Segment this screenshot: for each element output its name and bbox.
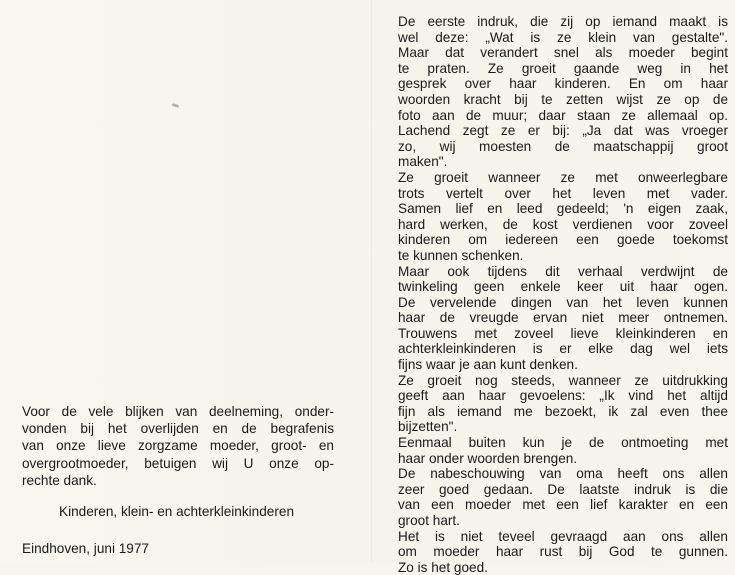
- condolence-thanks-text: [22, 403, 334, 489]
- tribute-line: Eenmaal buiten kun je de ontmoeting met: [398, 435, 728, 451]
- tribute-line: te praten. Ze groeit gaande weg in het: [398, 60, 728, 76]
- tribute-line: achterkleinkinderen is er elke dag wel iets: [398, 341, 728, 357]
- tribute-line: De vervelende dingen van het leven kunnen: [398, 294, 728, 310]
- tribute-line: Ze groeit nog steeds, wanneer ze uitdrukking: [398, 372, 728, 388]
- tribute-line: trots vertelt over het leven met vader.: [398, 185, 728, 201]
- tribute-line: maken".: [398, 154, 448, 170]
- tribute-line: haar de vreugde ervan niet meer ontnemen.: [398, 310, 728, 326]
- memorial-tribute-text: [398, 14, 728, 575]
- tribute-line: woorden kracht bij te zetten wijst ze op de: [398, 91, 728, 107]
- tribute-line: fijns waar je aan kunt denken.: [398, 357, 578, 373]
- tribute-line: De eerste indruk, die zij op iemand maakt is: [398, 14, 728, 29]
- center-fold: [371, 0, 372, 563]
- condolence-line: van onze lieve zorgzame moeder, groot- en: [22, 438, 334, 454]
- tribute-line: bijzetten".: [398, 419, 458, 435]
- tribute-line: fijn als iemand me bezoekt, ik zal even thee: [398, 403, 728, 419]
- tribute-line: gesprek over haar kinderen. En om haar: [398, 76, 728, 92]
- paper-speck: [172, 103, 180, 108]
- tribute-line: twinkeling geen enkele keer uit haar ogen.: [398, 279, 728, 295]
- tribute-line: hard werken, de kost verdienen voor zoveel: [398, 216, 728, 232]
- condolence-line: overgrootmoeder, betuigen wij U onze op-: [22, 455, 334, 471]
- tribute-line: Maar dat verandert snel als moeder begint: [398, 45, 728, 61]
- signoff: Kinderen, klein- en achterkleinkinderen: [59, 504, 295, 519]
- tribute-line: kinderen om iedereen een goede toekomst: [398, 232, 728, 248]
- tribute-line: Het is niet teveel gevraagd aan ons allen: [398, 528, 728, 544]
- place-date: Eindhoven, juni 1977: [22, 541, 149, 556]
- tribute-line: geeft aan haar gevoelens: „Ik vind het altijd: [398, 388, 728, 404]
- tribute-line: haar onder woorden brengen.: [398, 450, 578, 466]
- tribute-line: wel deze: „Wat is ze klein van gestalte".: [398, 29, 728, 45]
- tribute-line: foto aan de muur; daar staan ze allemaal op.: [398, 107, 728, 123]
- tribute-line: te kunnen schenken.: [398, 247, 524, 263]
- tribute-line: Ze groeit wanneer ze met onweerlegbare: [398, 169, 728, 185]
- tribute-line: zeer goed gedaan. De laatste indruk is die: [398, 481, 728, 497]
- condolence-line: rechte dank.: [22, 472, 97, 488]
- tribute-line: zo, wij moesten de maatschappij groot: [398, 138, 728, 154]
- tribute-line: Samen lief en leed gedeeld; 'n eigen zaak,: [398, 201, 728, 217]
- condolence-line: vonden bij het overlijden en de begrafenis: [22, 421, 334, 437]
- tribute-line: groot hart.: [398, 513, 460, 528]
- tribute-line: Lachend zegt ze er bij: „Ja dat was vroeger: [398, 123, 728, 139]
- condolence-line: Voor de vele blijken van deelneming, onder-: [22, 404, 334, 419]
- tribute-line: van een moeder met een lief karakter en een: [398, 497, 728, 513]
- tribute-line: Maar ook tijdens dit verhaal verdwijnt de: [398, 263, 728, 279]
- tribute-line: om moeder haar rust bij God te gunnen.: [398, 544, 728, 560]
- tribute-line: De nabeschouwing van oma heeft ons allen: [398, 466, 728, 482]
- tribute-line: Zo is het goed.: [398, 559, 488, 575]
- tribute-line: Trouwens met zoveel lieve kleinkinderen en: [398, 325, 728, 341]
